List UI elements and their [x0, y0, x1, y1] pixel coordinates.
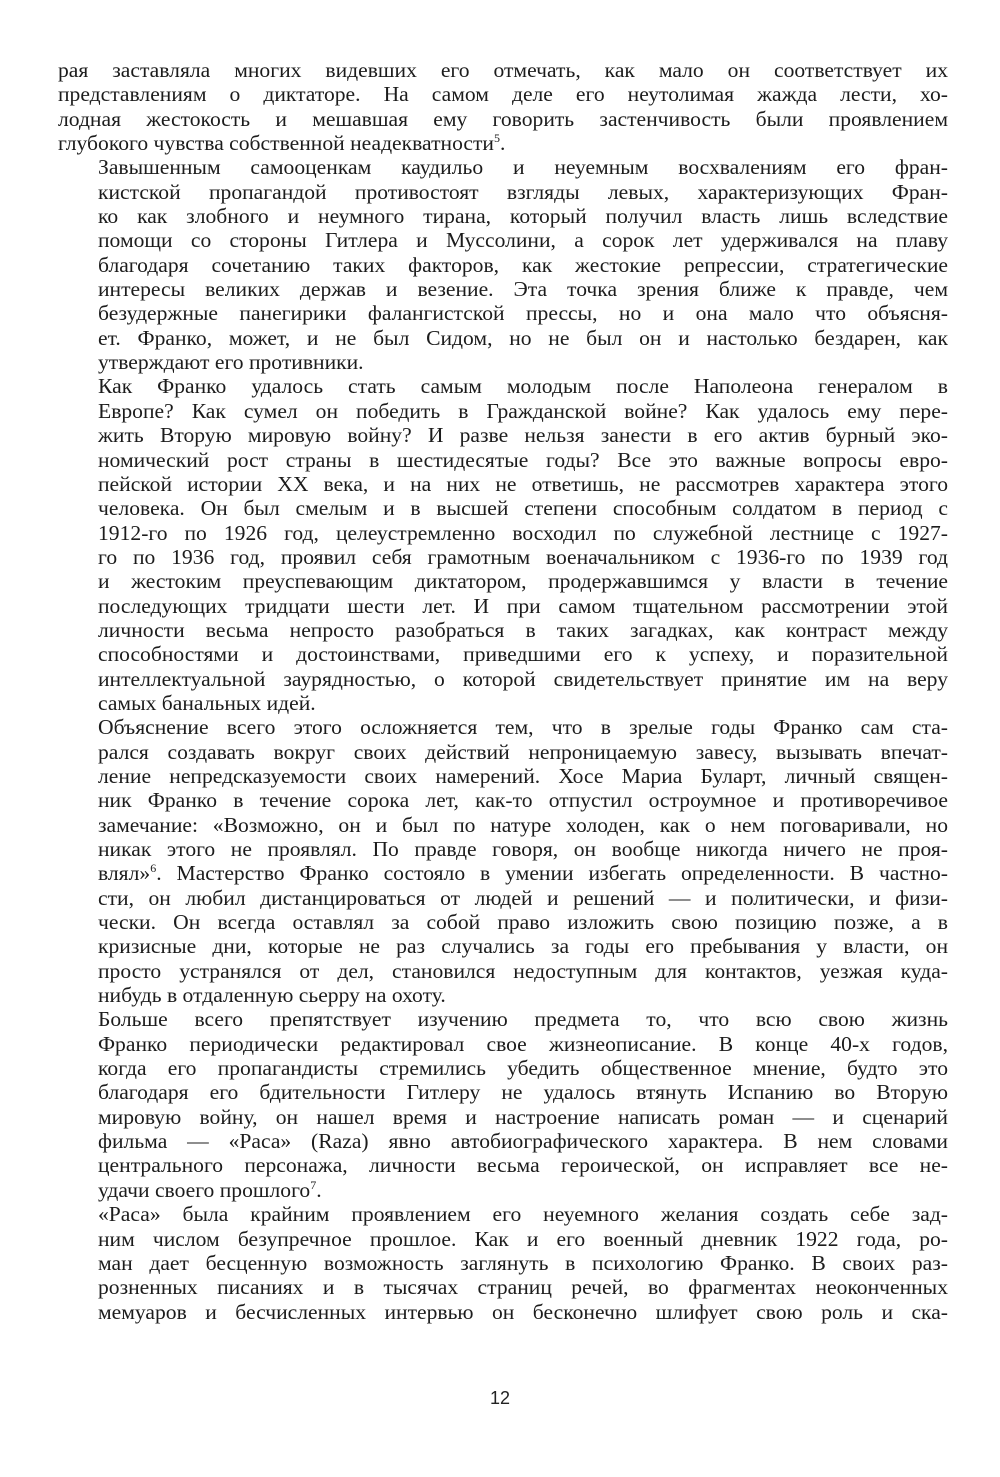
text-line: человека. Он был смелым и в высшей степени способным солдатом в период с — [98, 496, 948, 521]
text-line: интересы великих держав и везение. Эта точка зрения ближе к правде, чем — [98, 277, 948, 302]
text-line: жить Вторую мировую войну? И разве нельзя занести в его актив бурный эко- — [98, 423, 948, 448]
text-line: глубокого чувства собственной неадекватности$^5$. — [58, 131, 506, 156]
text-line-content: глубокого чувства собственной неадекватности — [58, 131, 494, 156]
text-line: ник Франко в течение сорока лет, как-то отпустил остроумное и противоречивое — [98, 788, 948, 813]
text-line: удачи своего прошлого$^7$. — [98, 1177, 322, 1202]
text-line-content: . Мастерство Франко состояло в умении избегать определенности. В частно- — [156, 861, 948, 886]
text-line: помощи со стороны Гитлера и Муссолини, а сорок лет удерживался на плаву — [98, 228, 948, 253]
text-line: «Раса» была крайним проявлением его неуемного желания создать себе зад- — [98, 1202, 948, 1227]
text-line: номический рост страны в шестидесятые годы? Все это важные вопросы евро- — [98, 447, 948, 472]
paragraph-1 — [58, 58, 948, 155]
text-line: мемуаров и бесчисленных интервью он бесконечно шлифует свою роль и ска- — [98, 1299, 948, 1324]
body-text — [58, 58, 948, 1324]
text-line: кистской пропагандой противостоят взгляды левых, характеризующих Фран- — [98, 179, 948, 204]
text-line: сти, он любил дистанцироваться от людей и решений — и политически, и физи- — [98, 885, 948, 910]
paragraph-4 — [58, 715, 948, 1007]
text-line: Европе? Как сумел он победить в Гражданской войне? Как удалось ему пере- — [98, 398, 948, 423]
text-line: благодаря сочетанию таких факторов, как жестокие репрессии, стратегические — [98, 252, 948, 277]
text-line: пейской истории XX века, и на них не ответишь, не рассмотрев характера этого — [98, 471, 948, 496]
footnote-marker: 5 — [493, 131, 500, 146]
text-line: последующих тридцати шести лет. И при самом тщательном рассмотрении этой — [98, 593, 948, 618]
text-line: 1912-го по 1926 год, целеустремленно восходил по служебной лестнице с 1927- — [98, 520, 948, 545]
text-line: Завышенным самооценкам каудильо и неуемным восхвалениям его фран- — [98, 155, 948, 180]
text-line: мировую войну, он нашел время и настроение написать роман — и сценарий — [98, 1104, 948, 1129]
text-line: чески. Он всегда оставлял за собой право изложить свою позицию позже, а в — [98, 910, 948, 935]
footnote-marker: 6 — [150, 861, 157, 876]
text-line-content: влял» — [98, 861, 151, 886]
text-line: Франко периодически редактировал свое жизнеописание. В конце 40-х годов, — [98, 1031, 948, 1056]
text-line — [58, 861, 948, 885]
text-line: утверждают его противники. — [98, 350, 364, 375]
text-line: безудержные панегирики фалангистской прессы, но и она мало что объясня- — [98, 301, 948, 326]
text-line: фильма — «Раса» (Raza) явно автобиографического характера. В нем словами — [98, 1129, 948, 1154]
text-line: представлениям о диктаторе. На самом деле его неутолимая жажда лести, хо- — [58, 82, 948, 107]
text-line: Объяснение всего этого осложняется тем, что в зрелые годы Франко сам ста- — [98, 715, 948, 740]
page-number: 12 — [489, 1388, 511, 1408]
text-line: личности весьма непросто разобраться в таких загадках, как контраст между — [98, 617, 948, 642]
text-line: никак этого не проявлял. По правде говоря, он вообще никогда ничего не проя- — [98, 837, 948, 861]
text-line: розненных писаниях и в тысячах страниц речей, во фрагментах неоконченных — [98, 1275, 948, 1300]
text-line: самых банальных идей. — [98, 690, 316, 715]
text-line: и жестоким преуспевающим диктатором, продержавшимся у власти в течение — [98, 569, 948, 594]
text-line: замечание: «Возможно, он и был по натуре холоден, как о нем поговаривали, но — [98, 812, 948, 837]
text-line: когда его пропагандисты стремились убедить общественное мнение, будто это — [98, 1056, 948, 1081]
text-line: кризисные дни, которые не раз случались за годы его пребывания у власти, он — [98, 934, 948, 959]
text-line: центрального персонажа, личности весьма героической, он исправляет все не- — [98, 1153, 948, 1178]
text-line: ман дает бесценную возможность заглянуть в психологию Франко. В своих раз- — [98, 1250, 948, 1275]
paragraph-6 — [58, 1202, 948, 1324]
paragraph-5 — [58, 1007, 948, 1202]
text-line: благодаря его бдительности Гитлеру не удалось втянуть Испанию во Вторую — [98, 1080, 948, 1105]
text-line: интеллектуальной заурядностью, о которой свидетельствует принятие им на веру — [98, 666, 948, 691]
text-line: способностями и достоинствами, приведшими его к успеху, и поразительной — [98, 642, 948, 667]
text-line: Как Франко удалось стать самым молодым после Наполеона генералом в — [98, 374, 948, 399]
text-line: рая заставляла многих видевших его отмечать, как мало он соответствует их — [58, 58, 948, 82]
footnote-marker: 7 — [310, 1177, 317, 1192]
text-line-content: удачи своего прошлого — [98, 1177, 311, 1202]
paragraph-3 — [58, 374, 948, 715]
text-line: ление непредсказуемости своих намерений. Хосе Мариа Буларт, личный священ- — [98, 763, 948, 788]
text-line: го по 1936 год, проявил себя грамотным военачальником с 1936-го по 1939 год — [98, 544, 948, 569]
text-line: лодная жестокость и мешавшая ему говорить застенчивость были проявлением — [58, 106, 948, 131]
text-line: ет. Франко, может, и не был Сидом, но не был он и настолько бездарен, как — [98, 325, 948, 350]
text-line: рался создавать вокруг своих действий непроницаемую завесу, вызывать впечат- — [98, 739, 948, 764]
text-line: ним числом безупречное прошлое. Как и его военный дневник 1922 года, ро- — [98, 1226, 948, 1251]
text-line: ко как злобного и неумного тирана, который получил власть лишь вследствие — [98, 204, 948, 229]
text-line: нибудь в отдаленную сьерру на охоту. — [98, 983, 446, 1008]
paragraph-2 — [58, 155, 948, 374]
text-line: просто устранялся от дел, становился недоступным для контактов, уезжая куда- — [98, 958, 948, 983]
text-line: Больше всего препятствует изучению предмета то, что всю свою жизнь — [98, 1007, 948, 1032]
